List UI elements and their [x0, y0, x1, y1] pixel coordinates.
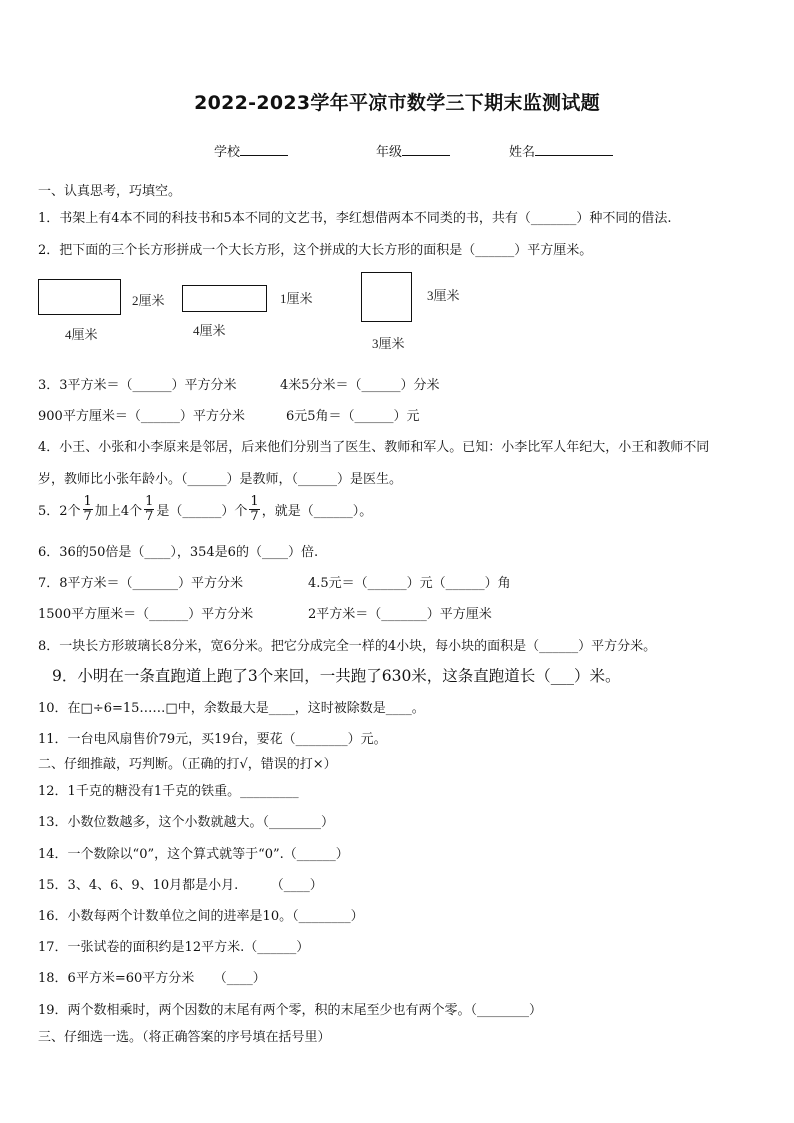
name-field[interactable] [509, 141, 613, 160]
question-12: 12．1千克的糖没有1千克的铁重。_________ [38, 784, 299, 799]
question-3a: 3．3平方米＝（______）平方分米 [38, 378, 237, 393]
question-9: 9．小明在一条直跑道上跑了3个来回，一共跑了630米，这条直跑道长（___）米。 [52, 667, 621, 685]
question-13: 13．小数位数越多，这个小数就越大。（________） [38, 815, 335, 830]
question-5 [38, 494, 373, 526]
rect2-height-label: 1厘米 [280, 291, 313, 306]
rect2-width-label: 4厘米 [193, 323, 226, 338]
question-1: 1．书架上有4本不同的科技书和5本不同的文艺书，李红想借两本不同类的书，共有（_______）种不同的借法. [38, 211, 672, 226]
name-blank[interactable] [535, 142, 613, 156]
question-8: 8．一块长方形玻璃长8分米，宽6分米。把它分成完全一样的4小块，每小块的面积是（______）平方分米。 [38, 639, 657, 654]
fraction-one-seventh [144, 495, 154, 524]
school-blank[interactable] [240, 142, 288, 156]
question-16: 16．小数每两个计数单位之间的进率是10。（________） [38, 909, 364, 924]
question-4-line2: 岁，教师比小张年龄小。（______）是教师，（______）是医生。 [38, 472, 403, 487]
question-3b: 4米5分米＝（______）分米 [280, 378, 440, 393]
rectangle-4x1 [182, 285, 267, 312]
school-field[interactable] [214, 141, 288, 160]
q5-part2: 加上4个 [94, 504, 143, 519]
question-18: 18．6平方米=60平方分米 （____） [38, 971, 266, 986]
rect1-width-label: 4厘米 [65, 327, 98, 342]
fraction-denominator: 7 [83, 509, 92, 524]
fraction-numerator: 1 [250, 494, 259, 509]
question-6: 6．36的50倍是（____），354是6的（____）倍. [38, 545, 319, 560]
question-7c: 1500平方厘米＝（______）平方分米 [38, 607, 254, 622]
q5-part1: 5．2个 [38, 504, 81, 519]
question-10: 10．在□÷6=15……□中，余数最大是____，这时被除数是____。 [38, 701, 425, 716]
question-7b: 4.5元＝（______）元（______）角 [308, 576, 511, 591]
fraction-numerator: 1 [83, 494, 92, 509]
square-3x3 [361, 272, 412, 322]
question-14: 14．一个数除以“0”，这个算式就等于“0”.（______） [38, 847, 349, 862]
fraction-denominator: 7 [145, 509, 154, 524]
grade-label: 年级 [376, 145, 403, 160]
section-heading-2: 二、仔细推敲，巧判断。（正确的打√，错误的打×） [38, 757, 337, 772]
rect3-height-label: 3厘米 [427, 288, 460, 303]
fraction-one-seventh [83, 495, 93, 524]
question-3d: 6元5角＝（______）元 [286, 409, 420, 424]
q5-part4: ，就是（______）。 [261, 504, 373, 519]
question-7a: 7．8平方米＝（_______）平方分米 [38, 576, 244, 591]
section-heading-3: 三、仔细选一选。（将正确答案的序号填在括号里） [38, 1030, 331, 1045]
fraction-numerator: 1 [145, 494, 154, 509]
question-2: 2．把下面的三个长方形拼成一个大长方形，这个拼成的大长方形的面积是（______）平方厘米。 [38, 243, 593, 258]
question-11: 11．一台电风扇售价79元，买19台，要花（________）元。 [38, 732, 387, 747]
rect1-height-label: 2厘米 [132, 293, 165, 308]
fraction-denominator: 7 [250, 509, 259, 524]
page-title: 2022-2023学年平凉市数学三下期末监测试题 [194, 92, 600, 114]
question-17: 17．一张试卷的面积约是12平方米.（______） [38, 940, 310, 955]
q5-part3: 是（______）个 [156, 504, 248, 519]
name-label: 姓名 [509, 145, 536, 160]
question-4-line1: 4．小王、小张和小李原来是邻居，后来他们分别当了医生、教师和军人。已知：小李比军人年纪大，小王和教师不同 [38, 440, 710, 455]
question-19: 19．两个数相乘时，两个因数的末尾有两个零，积的末尾至少也有两个零。（________） [38, 1003, 543, 1018]
rect3-width-label: 3厘米 [372, 336, 405, 351]
question-3c: 900平方厘米＝（______）平方分米 [38, 409, 245, 424]
fraction-one-seventh [249, 495, 259, 524]
question-15: 15．3、4、6、9、10月都是小月. （____） [38, 878, 323, 893]
section-heading-1: 一、认真思考，巧填空。 [38, 184, 182, 199]
school-label: 学校 [214, 145, 241, 160]
rectangle-4x2 [38, 279, 121, 315]
grade-blank[interactable] [402, 142, 450, 156]
question-7d: 2平方米＝（_______）平方厘米 [308, 607, 492, 622]
grade-field[interactable] [376, 141, 450, 160]
